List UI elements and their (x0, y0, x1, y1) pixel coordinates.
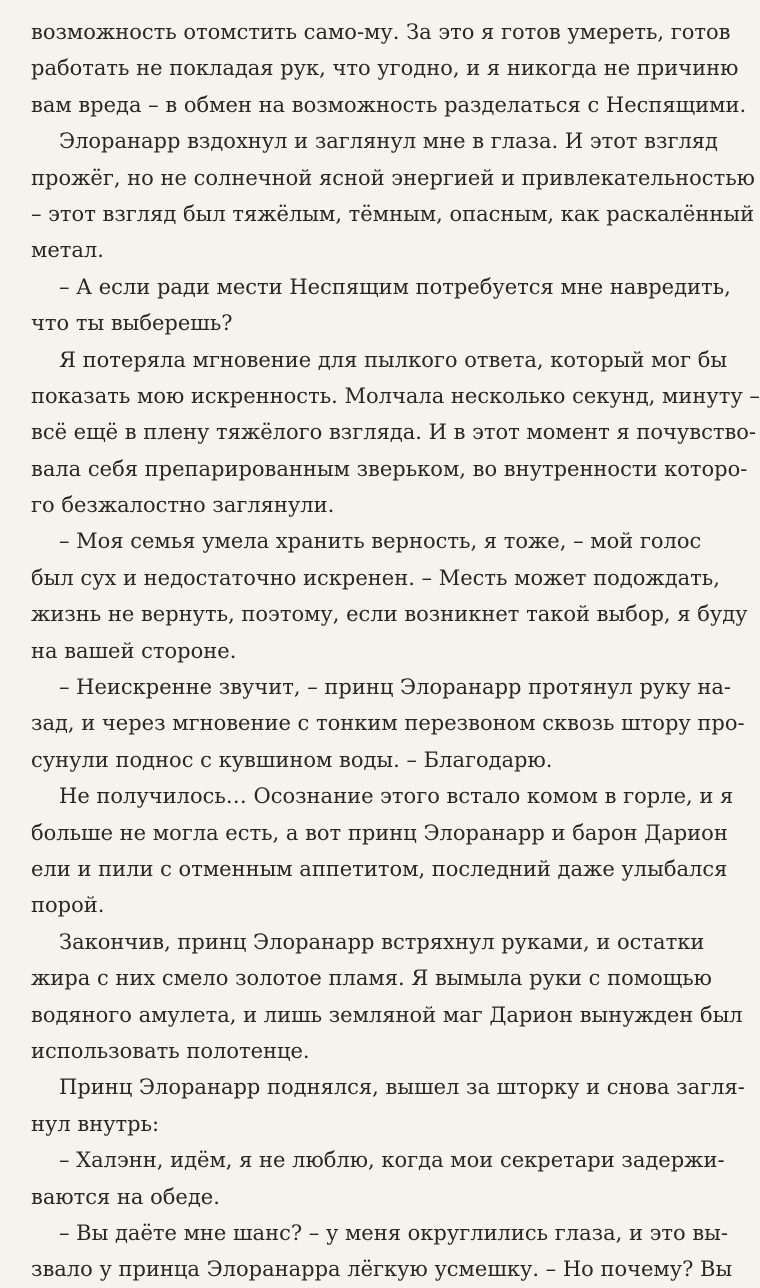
text-line: жизнь не вернуть, поэтому, если возникнет такой выбор, я буду (31, 602, 748, 627)
text-line: возможность отомстить само-му. За это я готов умереть, готов (31, 20, 731, 44)
text-line: го безжалостно заглянули. (31, 493, 335, 518)
text-line: – Халэнн, идём, я не люблю, когда мои секретари задержи- (59, 1148, 725, 1173)
text-line: Закончив, принц Элоранарр встряхнул руками, и остатки (59, 929, 705, 954)
text-line: нул внутрь: (31, 1111, 160, 1136)
text-line: жира с них смело золотое пламя. Я вымыла руки с помощью (31, 966, 712, 991)
text-line: звало у принца Элоранарра лёгкую усмешку. – Но почему? Вы (31, 1257, 733, 1282)
text-line: больше не могла есть, а вот принц Элоранарр и барон Дарион (31, 820, 728, 845)
text-line: всё ещё в плену тяжёлого взгляда. И в этот момент я почувство- (31, 420, 757, 445)
text-line: водяного амулета, и лишь земляной маг Дарион вынужден был (31, 1002, 743, 1027)
text-line: зад, и через мгновение с тонким перезвоном сквозь штору про- (31, 711, 745, 736)
text-line: на вашей стороне. (31, 638, 237, 663)
text-line: вам вреда – в обмен на возможность разделаться с Неспящими. (31, 92, 747, 117)
text-line: – Неискренне звучит, – принц Элоранарр протянул руку на- (59, 675, 732, 700)
text-line: Не получилось… Осознание этого встало комом в горле, и я (59, 784, 734, 809)
text-line: использовать полотенце. (31, 1038, 310, 1063)
text-line: – Моя семья умела хранить верность, я тоже, – мой голос (59, 529, 702, 554)
text-line: Элоранарр вздохнул и заглянул мне в глаза. И этот взгляд (59, 129, 718, 154)
text-line: показать мою искренность. Молчала несколько секунд, минуту – (31, 383, 760, 408)
text-line: ваются на обеде. (31, 1184, 220, 1209)
text-line: – этот взгляд был тяжёлым, тёмным, опасным, как раскалённый (31, 201, 755, 226)
text-line: порой. (31, 893, 105, 918)
text-line: Принц Элоранарр поднялся, вышел за шторку и снова загля- (59, 1075, 745, 1100)
text-line: был сух и недостаточно искренен. – Месть может подождать, (31, 565, 720, 590)
text-line: сунули поднос с кувшином воды. – Благодарю. (31, 747, 553, 772)
text-line: работать не покладая рук, что угодно, и я никогда не причиню (31, 56, 739, 81)
text-line: что ты выберешь? (31, 311, 233, 336)
text-line: – А если ради мести Неспящим потребуется мне навредить, (59, 274, 731, 299)
text-line: прожёг, но не солнечной ясной энергией и привлекательностью (31, 165, 755, 190)
text-line: ели и пили с отменным аппетитом, последний даже улыбался (31, 856, 728, 881)
text-line: вала себя препарированным зверьком, во внутренности которо- (31, 456, 748, 481)
text-line: Я потеряла мгновение для пылкого ответа, который мог бы (59, 347, 728, 372)
text-line: – Вы даёте мне шанс? – у меня округлились глаза, и это вы- (59, 1220, 728, 1245)
text-line: метал. (31, 238, 104, 263)
